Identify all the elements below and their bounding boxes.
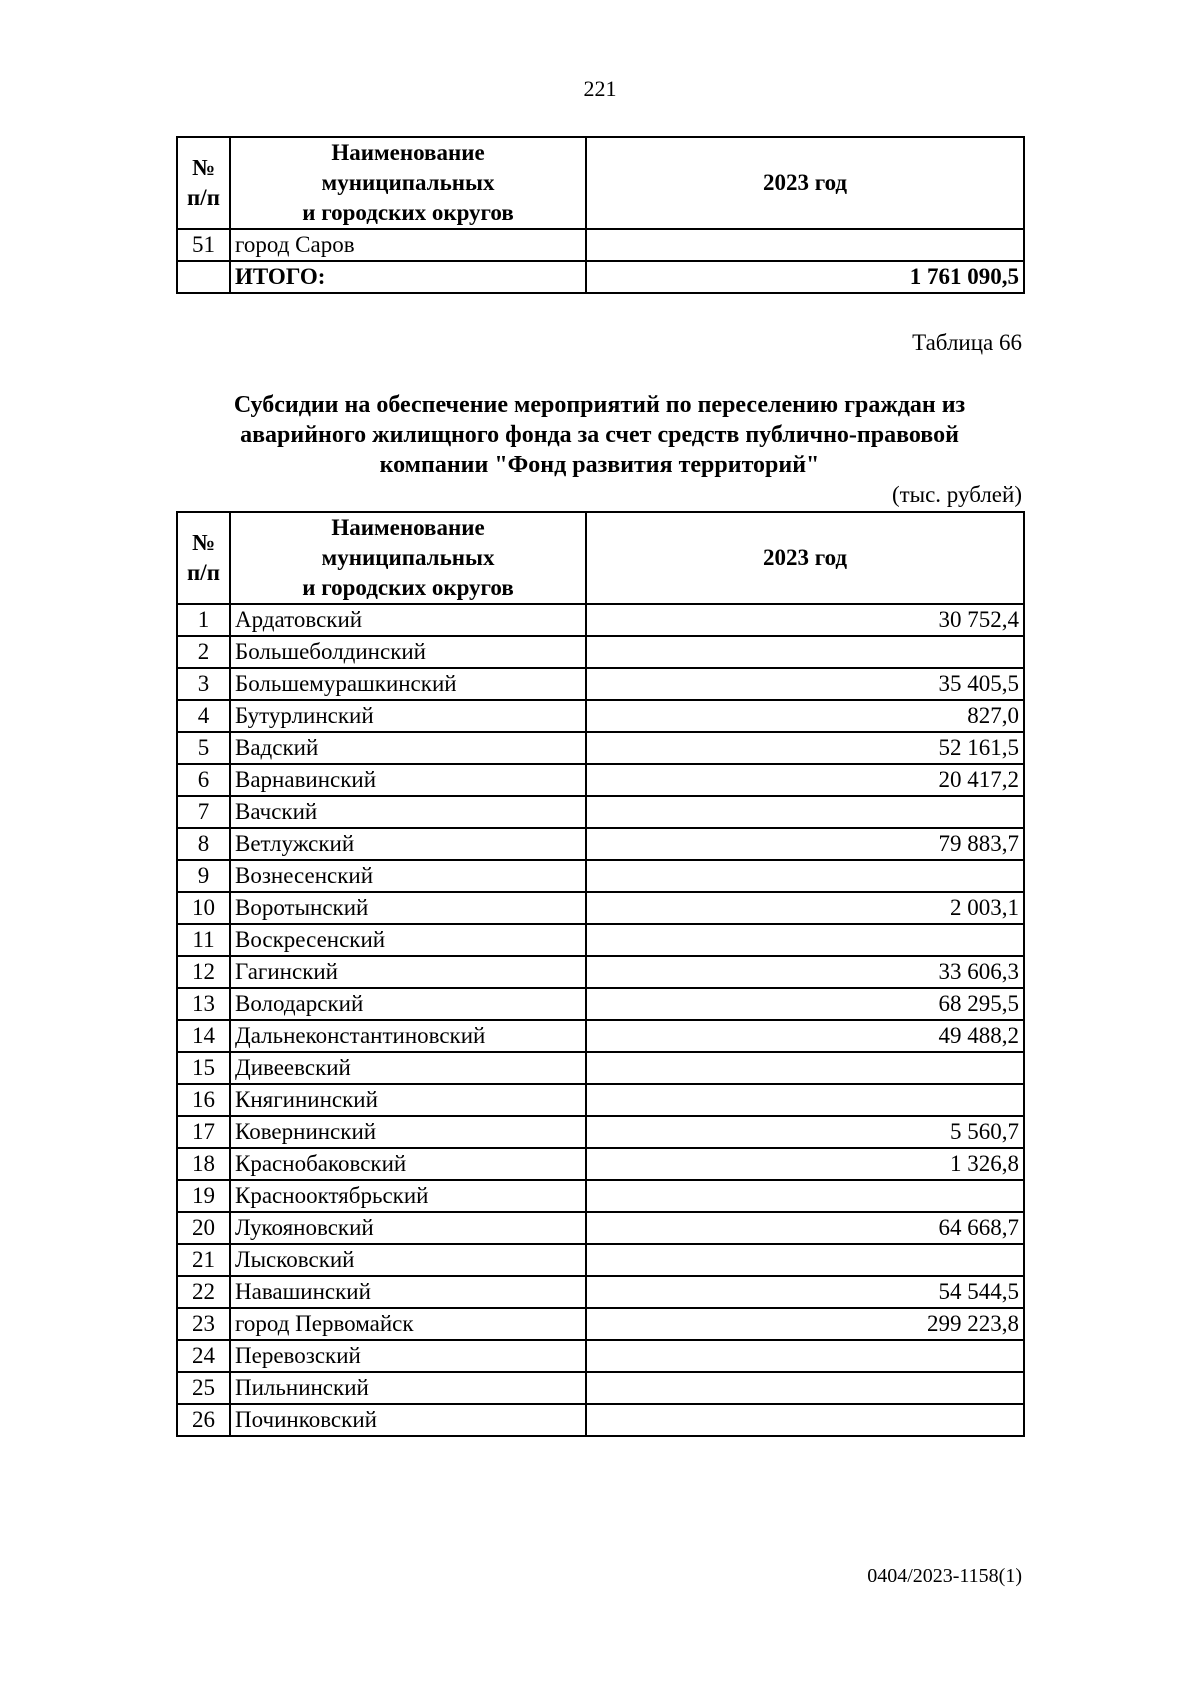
row-name: Вачский: [230, 796, 586, 828]
total-value: 1 761 090,5: [586, 261, 1024, 293]
row-number: 25: [177, 1372, 230, 1404]
table-row: [177, 764, 1024, 796]
row-name: Володарский: [230, 988, 586, 1020]
previous-table-body: [177, 229, 1024, 293]
row-name: Гагинский: [230, 956, 586, 988]
table-row: [177, 860, 1024, 892]
row-value: [586, 1372, 1024, 1404]
row-name: Ковернинский: [230, 1116, 586, 1148]
previous-table: [176, 136, 1025, 294]
row-number: 19: [177, 1180, 230, 1212]
row-number: 10: [177, 892, 230, 924]
row-name: Лысковский: [230, 1244, 586, 1276]
table-row: [177, 1180, 1024, 1212]
row-value: [586, 636, 1024, 668]
row-number: 23: [177, 1308, 230, 1340]
total-row: [177, 261, 1024, 293]
row-name: Дальнеконстантиновский: [230, 1020, 586, 1052]
row-number: 20: [177, 1212, 230, 1244]
row-name: Большемурашкинский: [230, 668, 586, 700]
row-name: Краснобаковский: [230, 1148, 586, 1180]
subsidies-table-body: [177, 604, 1024, 1436]
table-header-row: [177, 512, 1024, 604]
header-num: № п/п: [177, 512, 230, 604]
row-name: Ардатовский: [230, 604, 586, 636]
row-value: 299 223,8: [586, 1308, 1024, 1340]
table-row: [177, 828, 1024, 860]
table-row: [177, 1084, 1024, 1116]
row-name: Навашинский: [230, 1276, 586, 1308]
header-value: 2023 год: [586, 512, 1024, 604]
row-value: 2 003,1: [586, 892, 1024, 924]
row-number: 17: [177, 1116, 230, 1148]
table-row: [177, 1308, 1024, 1340]
row-number: 24: [177, 1340, 230, 1372]
row-number: 15: [177, 1052, 230, 1084]
table-row: [177, 1020, 1024, 1052]
row-value: 68 295,5: [586, 988, 1024, 1020]
row-number: 22: [177, 1276, 230, 1308]
row-number: 26: [177, 1404, 230, 1436]
row-number: 51: [177, 229, 230, 261]
row-number: 9: [177, 860, 230, 892]
row-name: Перевозский: [230, 1340, 586, 1372]
row-value: [586, 1404, 1024, 1436]
row-value: [586, 860, 1024, 892]
row-number: 11: [177, 924, 230, 956]
table-row: [177, 1052, 1024, 1084]
total-num: [177, 261, 230, 293]
row-name: город Саров: [230, 229, 586, 261]
row-number: 5: [177, 732, 230, 764]
table-row: [177, 1212, 1024, 1244]
table-row: [177, 796, 1024, 828]
table-row: [177, 988, 1024, 1020]
table-row: [177, 668, 1024, 700]
table-row: [177, 956, 1024, 988]
row-value: [586, 1084, 1024, 1116]
header-value: 2023 год: [586, 137, 1024, 229]
row-value: 79 883,7: [586, 828, 1024, 860]
table-label: Таблица 66: [912, 330, 1022, 355]
row-value: 20 417,2: [586, 764, 1024, 796]
row-name: Лукояновский: [230, 1212, 586, 1244]
header-name: Наименование муниципальных и городских округов: [230, 512, 586, 604]
row-value: [586, 229, 1024, 261]
row-value: [586, 924, 1024, 956]
table-row: [177, 636, 1024, 668]
row-value: 49 488,2: [586, 1020, 1024, 1052]
table-row: [177, 229, 1024, 261]
row-value: 5 560,7: [586, 1116, 1024, 1148]
row-name: Дивеевский: [230, 1052, 586, 1084]
row-value: [586, 1340, 1024, 1372]
table-row: [177, 1340, 1024, 1372]
units-label: (тыс. рублей): [891, 482, 1022, 507]
row-value: [586, 1180, 1024, 1212]
row-name: Вадский: [230, 732, 586, 764]
table-row: [177, 1116, 1024, 1148]
row-number: 21: [177, 1244, 230, 1276]
row-name: Воротынский: [230, 892, 586, 924]
table-row: [177, 924, 1024, 956]
total-label: ИТОГО:: [230, 261, 586, 293]
page-number: 221: [583, 76, 617, 101]
table-row: [177, 1244, 1024, 1276]
row-number: 12: [177, 956, 230, 988]
header-name: Наименование муниципальных и городских округов: [230, 137, 586, 229]
row-name: Пильнинский: [230, 1372, 586, 1404]
row-name: Ветлужский: [230, 828, 586, 860]
row-name: Бутурлинский: [230, 700, 586, 732]
row-number: 3: [177, 668, 230, 700]
row-number: 13: [177, 988, 230, 1020]
table-row: [177, 732, 1024, 764]
row-value: 827,0: [586, 700, 1024, 732]
row-value: 35 405,5: [586, 668, 1024, 700]
row-name: Вознесенский: [230, 860, 586, 892]
document-code: 0404/2023-1158(1): [867, 1565, 1022, 1587]
row-name: Починковский: [230, 1404, 586, 1436]
row-number: 2: [177, 636, 230, 668]
row-name: Княгининский: [230, 1084, 586, 1116]
row-value: [586, 796, 1024, 828]
row-number: 7: [177, 796, 230, 828]
row-number: 4: [177, 700, 230, 732]
row-value: 64 668,7: [586, 1212, 1024, 1244]
row-number: 1: [177, 604, 230, 636]
row-name: Большеболдинский: [230, 636, 586, 668]
row-value: [586, 1052, 1024, 1084]
document-title: Субсидии на обеспечение мероприятий по переселению граждан из аварийного жилищного фонда за счет средств публично-правовой компании "Фонд развития территорий": [233, 392, 966, 478]
row-name: Варнавинский: [230, 764, 586, 796]
row-number: 8: [177, 828, 230, 860]
row-number: 6: [177, 764, 230, 796]
table-row: [177, 892, 1024, 924]
table-row: [177, 1404, 1024, 1436]
table-row: [177, 1148, 1024, 1180]
row-value: 52 161,5: [586, 732, 1024, 764]
table-row: [177, 700, 1024, 732]
table-row: [177, 604, 1024, 636]
row-value: 33 606,3: [586, 956, 1024, 988]
header-num: № п/п: [177, 137, 230, 229]
subsidies-table: [176, 511, 1025, 1437]
table-row: [177, 1372, 1024, 1404]
row-value: 1 326,8: [586, 1148, 1024, 1180]
row-name: город Первомайск: [230, 1308, 586, 1340]
row-number: 16: [177, 1084, 230, 1116]
row-name: Воскресенский: [230, 924, 586, 956]
table-row: [177, 1276, 1024, 1308]
row-number: 14: [177, 1020, 230, 1052]
row-number: 18: [177, 1148, 230, 1180]
table-header-row: [177, 137, 1024, 229]
row-value: 30 752,4: [586, 604, 1024, 636]
row-value: [586, 1244, 1024, 1276]
row-value: 54 544,5: [586, 1276, 1024, 1308]
row-name: Краснооктябрьский: [230, 1180, 586, 1212]
